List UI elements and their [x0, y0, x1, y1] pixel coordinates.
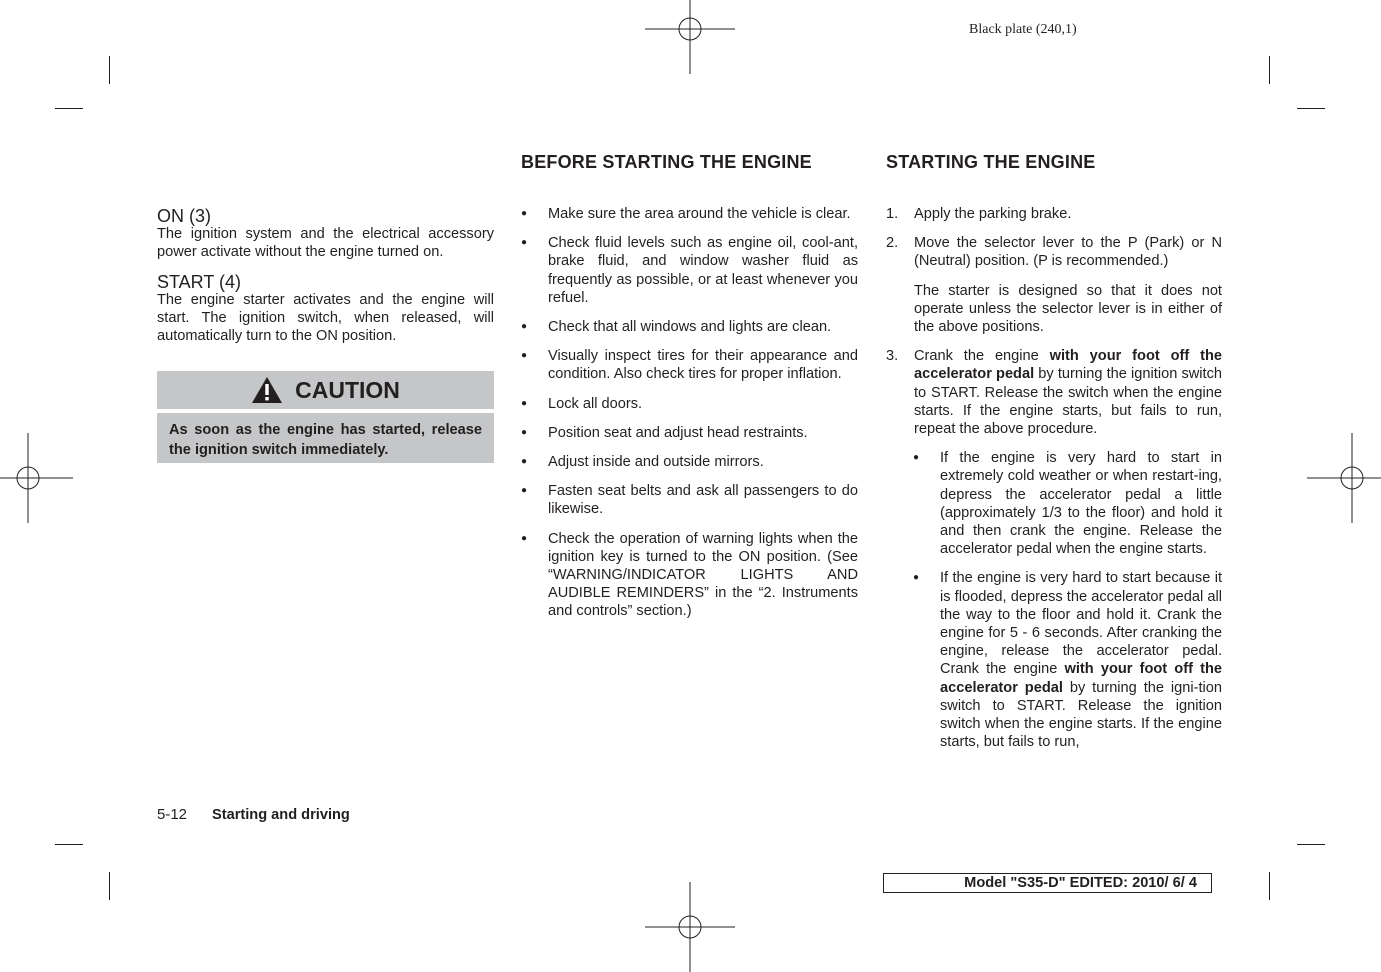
starting-engine-steps [886, 205, 1222, 762]
step-text: Crank the engine [914, 348, 1050, 365]
caution-header [157, 371, 494, 409]
list-item: ● Position seat and adjust head restraints. [521, 424, 858, 442]
registration-mark-icon [1307, 433, 1381, 523]
before-starting-list [521, 205, 858, 632]
warning-triangle-icon [251, 376, 283, 404]
crop-mark [1269, 872, 1270, 900]
before-starting-heading: BEFORE STARTING THE ENGINE [521, 152, 812, 172]
list-text: If the engine is very hard to start because it is flooded, depress the accelerator pedal all the way to the floor and hold it. Crank the engine for 5 - 6 seconds. After cranking the engine, release the accelerator pedal. Crank the engine [940, 570, 1222, 678]
caution-title: CAUTION [295, 376, 400, 403]
list-item: ● Adjust inside and outside mirrors. [521, 453, 858, 471]
list-item: ● Make sure the area around the vehicle is clear. [521, 205, 858, 223]
left-column [157, 207, 494, 345]
page-number: 5-12 [157, 806, 188, 823]
crop-mark [1269, 56, 1270, 84]
crop-mark [1297, 844, 1325, 845]
caution-text: As soon as the engine has started, release the ignition switch immediately. [157, 413, 494, 463]
registration-mark-icon [0, 433, 73, 523]
step-text: Move the selector lever to the P (Park) or N (Neutral) position. (P is recommended.) [914, 235, 1222, 270]
start-heading: START (4) [157, 271, 242, 292]
list-item: ● Check that all windows and lights are clean. [521, 318, 858, 336]
section-title: Starting and driving [212, 807, 350, 823]
list-text: by turning the igni-tion switch to START. Release the ignition switch when the engine starts. If the engine starts, but fails to run, [940, 679, 1222, 751]
step-item [886, 234, 1222, 270]
crop-mark [55, 108, 83, 109]
crop-mark [55, 844, 83, 845]
start-text: The engine starter activates and the engine will start. The ignition switch, when released, will automatically turn to the ON position. [157, 291, 494, 345]
list-item [913, 569, 1222, 751]
list-item: ● If the engine is very hard to start in extremely cold weather or when restart-ing, depress the accelerator pedal a little (approximately 1/3 to the floor) and hold it and then crank the engine. Release the accelerator pedal when the engine starts. [913, 449, 1222, 558]
step-text: by turning the ignition switch to START. Release the switch when the engine starts. If the engine starts, but fails to run, repeat the above procedure. [914, 366, 1223, 438]
list-item: ● Check the operation of warning lights when the ignition key is turned to the ON position. (See “WARNING/INDICATOR LIGHTS AND AUDIBLE REMINDERS” in the “2. Instruments and controls” section.) [521, 530, 858, 621]
crop-mark [1297, 108, 1325, 109]
starting-engine-heading: STARTING THE ENGINE [886, 152, 1096, 172]
on-text: The ignition system and the electrical accessory power activate without the engine turned on. [157, 226, 494, 261]
step-note-text: The starter is designed so that it does not operate unless the selector lever is in either of the above positions. [914, 282, 1222, 336]
step-number: 2. [886, 235, 899, 252]
model-info: Model "S35-D" EDITED: 2010/ 6/ 4 [883, 873, 1212, 893]
step-emphasis: with your foot off the accelerator pedal [914, 348, 1222, 383]
list-item: ● Fasten seat belts and ask all passengers to do likewise. [521, 482, 858, 518]
step-number: 3. [886, 348, 899, 365]
registration-mark-icon [645, 882, 735, 972]
on-heading: ON (3) [157, 206, 211, 226]
step-item [886, 347, 1222, 438]
list-item: ● Check fluid levels such as engine oil, cool-ant, brake fluid, and window washer fluid as frequently as possible, or at least whenever you refuel. [521, 234, 858, 307]
plate-label: Black plate (240,1) [969, 22, 1077, 37]
crop-mark [109, 872, 110, 900]
step-number: 1. [886, 206, 899, 222]
list-item: ● Visually inspect tires for their appearance and condition. Also check tires for proper inflation. [521, 347, 858, 383]
step-item [886, 205, 1222, 223]
list-emphasis: with your foot off the accelerator pedal [940, 661, 1222, 696]
step-text: Apply the parking brake. [914, 206, 1072, 222]
crop-mark [109, 56, 110, 84]
step-note [886, 282, 1222, 337]
registration-mark-icon [645, 0, 735, 74]
list-item: ● Lock all doors. [521, 395, 858, 413]
